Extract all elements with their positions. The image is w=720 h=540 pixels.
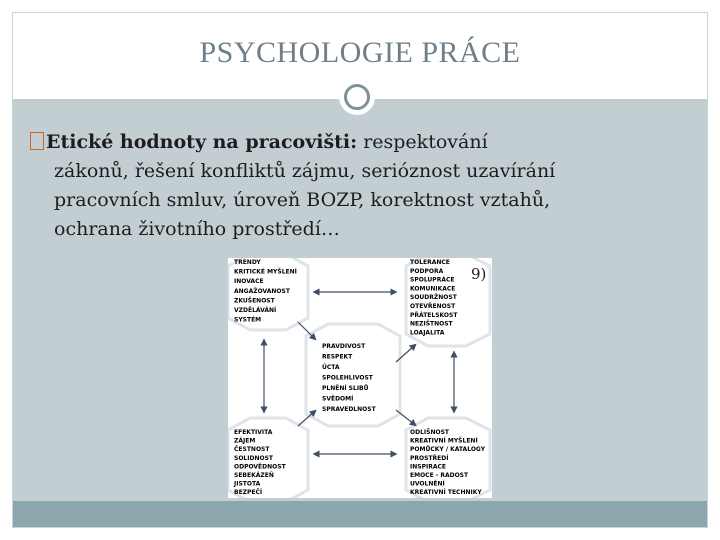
bullet-label: Etické hodnoty na pracovišti: bbox=[46, 131, 358, 153]
arrow-diag-bottom-right bbox=[396, 410, 414, 424]
diagram-item-center: PLNĚNÍ SLIBŮ bbox=[322, 385, 369, 392]
diagram-item-bottom-right: EMOCE - RADOST bbox=[410, 472, 469, 479]
figure-ref: 9) bbox=[471, 265, 487, 283]
diagram-item-top-left: INOVACE bbox=[234, 278, 264, 286]
diagram-item-top-left: ANGAŽOVANOST bbox=[234, 287, 290, 295]
bullet-line-3: pracovních smluv, úroveň BOZP, korektnost vztahů, bbox=[54, 189, 551, 211]
diagram-item-center: SPOLEHLIVOST bbox=[322, 374, 373, 382]
diagram-item-top-left: SYSTÉM bbox=[234, 316, 262, 324]
bullet-line-4: ochrana životního prostředí… bbox=[54, 218, 340, 240]
bullet-line-2: zákonů, řešení konfliktů zájmu, serióznost uzavírání bbox=[54, 160, 556, 182]
diagram-item-center: ÚCTA bbox=[322, 364, 340, 371]
diagram-item-bottom-left: JISTOTA bbox=[234, 480, 261, 488]
diagram-item-center: RESPEKT bbox=[322, 353, 353, 361]
diagram-item-bottom-right: ODLIŠNOST bbox=[410, 429, 449, 436]
diagram-item-top-right: LOAJALITA bbox=[410, 329, 445, 337]
diagram-item-bottom-left: SEBEKÁZEŇ bbox=[234, 472, 274, 479]
diagram-item-top-right: PODPORA bbox=[410, 267, 444, 275]
ethics-diagram bbox=[228, 258, 492, 498]
diagram-item-top-right: NEZIŠTNOST bbox=[410, 320, 453, 328]
bullet-line1-rest: respektování bbox=[357, 131, 488, 153]
diagram-item-top-left: ZKUŠENOST bbox=[234, 297, 275, 305]
diagram-item-bottom-right: UVOLNĚNÍ bbox=[410, 480, 445, 488]
diagram-item-bottom-left: SOLIDNOST bbox=[234, 454, 273, 462]
diagram-item-bottom-left: ZÁJEM bbox=[234, 437, 256, 445]
diagram-item-center: SVĚDOMÍ bbox=[322, 395, 354, 403]
diagram-item-bottom-left: ČESTNOST bbox=[234, 446, 270, 454]
diagram-item-top-right: KOMUNIKACE bbox=[410, 285, 456, 293]
circle-ornament-icon bbox=[339, 79, 375, 115]
diagram-item-top-right: SPOLUPRÁCE bbox=[410, 276, 455, 284]
diagram-item-top-right: PŘÁTELSKOST bbox=[410, 311, 458, 319]
diagram-item-bottom-right: KREATIVNÍ MYŠLENÍ bbox=[410, 437, 478, 445]
diagram-item-top-right: TOLERANCE bbox=[410, 259, 450, 266]
bullet-box-icon bbox=[30, 132, 44, 150]
diagram-item-top-left: KRITICKÉ MYŠLENÍ bbox=[234, 268, 297, 276]
diagram-item-bottom-right: PROSTŘEDÍ bbox=[410, 454, 449, 462]
diagram-item-top-right: SOUDRŽNOST bbox=[410, 294, 457, 302]
slide-title: PSYCHOLOGIE PRÁCE bbox=[199, 36, 521, 69]
diagram-item-bottom-left: BEZPEČÍ bbox=[234, 489, 263, 497]
diagram-item-top-right: OTEVŘENOST bbox=[410, 303, 456, 310]
diagram-item-center: PRAVDIVOST bbox=[322, 343, 366, 350]
diagram-item-bottom-right: POMŮCKY / KATALOGY bbox=[410, 446, 486, 454]
diagram-item-bottom-right: KREATIVNÍ TECHNIKY bbox=[410, 489, 482, 497]
diagram-item-bottom-right: INSPIRACE bbox=[410, 463, 446, 471]
diagram-item-top-left: VZDĚLÁVÁNÍ bbox=[234, 307, 277, 314]
diagram-item-bottom-left: ODPOVĚDNOST bbox=[234, 463, 286, 471]
diagram-item-top-left: TRENDY bbox=[234, 259, 261, 266]
bullet-text bbox=[30, 128, 700, 244]
ethics-diagram-svg bbox=[228, 258, 492, 498]
diagram-item-center: SPRAVEDLNOST bbox=[322, 406, 376, 413]
bottom-bar bbox=[13, 501, 707, 527]
diagram-item-bottom-left: EFEKTIVITA bbox=[234, 429, 273, 436]
bullet-line-1 bbox=[30, 128, 700, 157]
